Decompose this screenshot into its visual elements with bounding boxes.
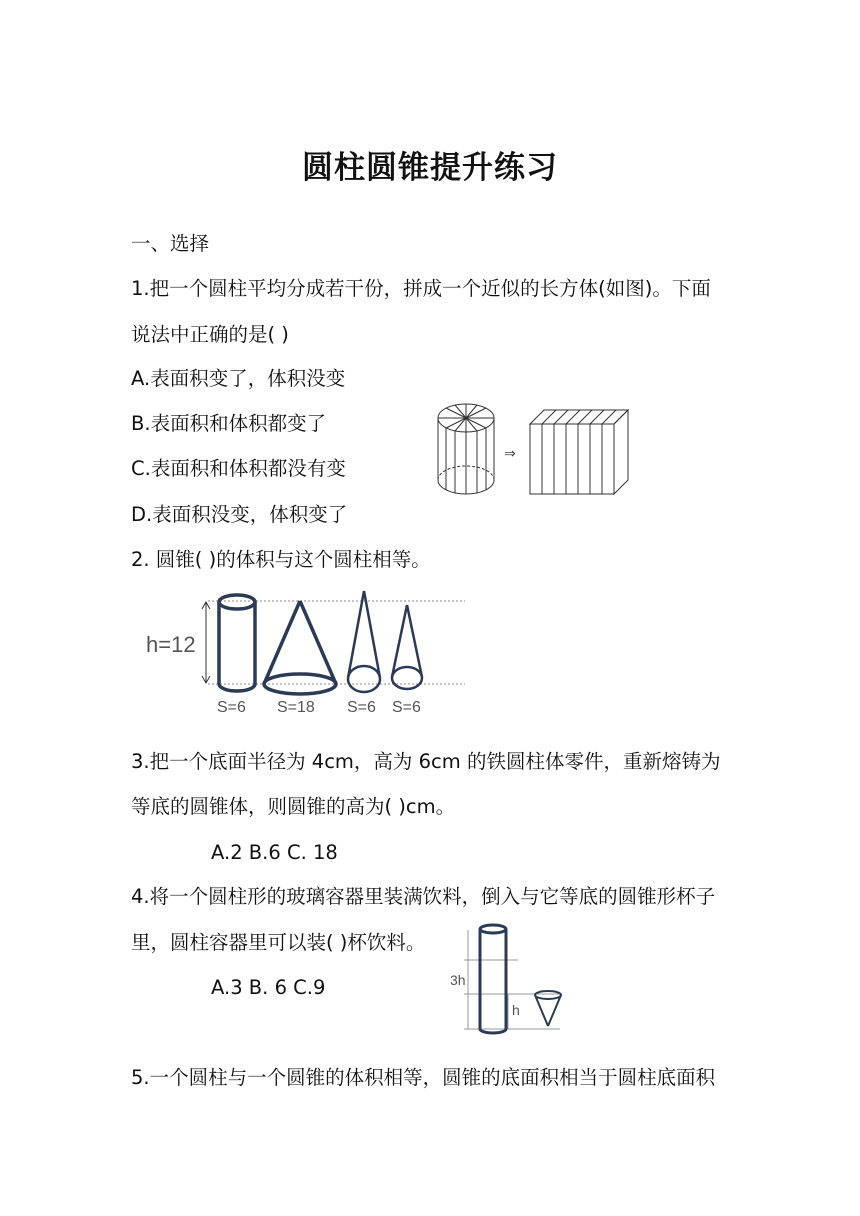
cone-small-2	[392, 605, 422, 689]
q5-line-1: 5.一个圆柱与一个圆锥的体积相等，圆锥的底面积相当于圆柱底面积	[131, 1066, 716, 1089]
q4-figure	[446, 916, 566, 1038]
q1-option-a: A.表面积变了，体积没变	[131, 367, 346, 390]
q2-figure	[140, 585, 470, 720]
cylinder	[219, 595, 255, 691]
small-cone	[535, 991, 561, 1026]
cone-large-base-label: S=18	[277, 699, 315, 716]
label-h: h	[512, 1002, 520, 1018]
cone-small-2-base-label: S=6	[392, 699, 421, 716]
q4-line-1: 4.将一个圆柱形的玻璃容器里装满饮料，倒入与它等底的圆锥形杯子	[131, 885, 716, 908]
q4-line-2: 里，圆柱容器里可以装( )杯饮料。	[131, 931, 426, 954]
cone-small-1-base-label: S=6	[347, 699, 376, 716]
q3-options: A.2 B.6 C. 18	[211, 841, 338, 864]
arrow-icon: ⇒	[504, 445, 516, 461]
cone-small-1	[348, 591, 380, 692]
cylinder-base-label: S=6	[217, 699, 246, 716]
q1-option-b: B.表面积和体积都变了	[131, 412, 327, 435]
tall-cylinder	[480, 925, 506, 1033]
cone-large	[264, 601, 336, 694]
q1-line-2: 说法中正确的是( )	[131, 323, 289, 346]
section-heading: 一、选择	[131, 232, 210, 255]
q4-options: A.3 B. 6 C.9	[211, 976, 326, 999]
q2-text: 2. 圆锥( )的体积与这个圆柱相等。	[131, 548, 431, 571]
q1-line-1: 1.把一个圆柱平均分成若干份，拼成一个近似的长方体(如图)。下面	[131, 277, 711, 300]
sliced-cylinder	[438, 404, 494, 494]
q1-option-c: C.表面积和体积都没有变	[131, 457, 346, 480]
height-arrow	[202, 602, 210, 683]
approx-cuboid	[530, 410, 628, 494]
q1-option-d: D.表面积没变，体积变了	[131, 503, 348, 526]
q1-figure	[432, 400, 637, 500]
q3-line-2: 等底的圆锥体，则圆锥的高为( )cm。	[131, 795, 456, 818]
q3-line-1: 3.把一个底面半径为 4cm，高为 6cm 的铁圆柱体零件，重新熔铸为	[131, 750, 721, 773]
height-label: h=12	[146, 632, 196, 657]
label-3h: 3h	[450, 972, 466, 988]
page-title: 圆柱圆锥提升练习	[302, 150, 558, 186]
